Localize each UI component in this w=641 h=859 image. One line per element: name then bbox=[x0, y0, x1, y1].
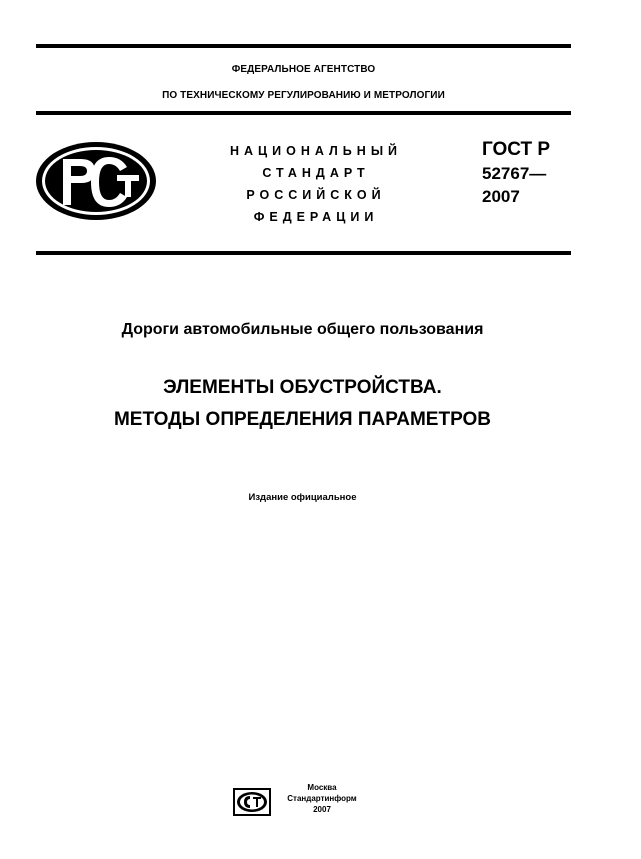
document-title bbox=[30, 372, 575, 436]
publisher-year: 2007 bbox=[313, 805, 331, 814]
section-rule bbox=[36, 251, 571, 255]
document-subtitle: Дороги автомобильные общего пользования bbox=[121, 321, 484, 338]
standard-type-line: СТАНДАРТ bbox=[262, 166, 370, 180]
agency-name-line1: ФЕДЕРАЛЬНОЕ АГЕНТСТВО bbox=[231, 64, 376, 75]
edition-note: Издание официальное bbox=[248, 492, 357, 503]
publisher-city: Москва bbox=[307, 783, 337, 792]
standartinform-logo-icon bbox=[232, 787, 272, 817]
standard-type bbox=[200, 140, 432, 228]
gost-year: 2007 bbox=[482, 187, 520, 206]
top-rule bbox=[36, 44, 571, 48]
gost-label: ГОСТ Р bbox=[482, 139, 551, 160]
document-title-line1: ЭЛЕМЕНТЫ ОБУСТРОЙСТВА. bbox=[163, 377, 442, 398]
agency-name-line2: ПО ТЕХНИЧЕСКОМУ РЕГУЛИРОВАНИЮ И МЕТРОЛОГИИ bbox=[162, 90, 445, 101]
publisher-name: Стандартинформ bbox=[287, 794, 357, 803]
rst-certification-mark-icon bbox=[33, 139, 159, 223]
standard-type-line: ФЕДЕРАЦИИ bbox=[253, 210, 379, 224]
publisher-info bbox=[278, 782, 366, 815]
gost-number: 52767— bbox=[482, 164, 547, 183]
standard-type-line: НАЦИОНАЛЬНЫЙ bbox=[229, 144, 403, 158]
standard-type-line: РОССИЙСКОЙ bbox=[246, 188, 386, 202]
document-title-line2: МЕТОДЫ ОПРЕДЕЛЕНИЯ ПАРАМЕТРОВ bbox=[113, 409, 491, 430]
header-rule bbox=[36, 111, 571, 115]
